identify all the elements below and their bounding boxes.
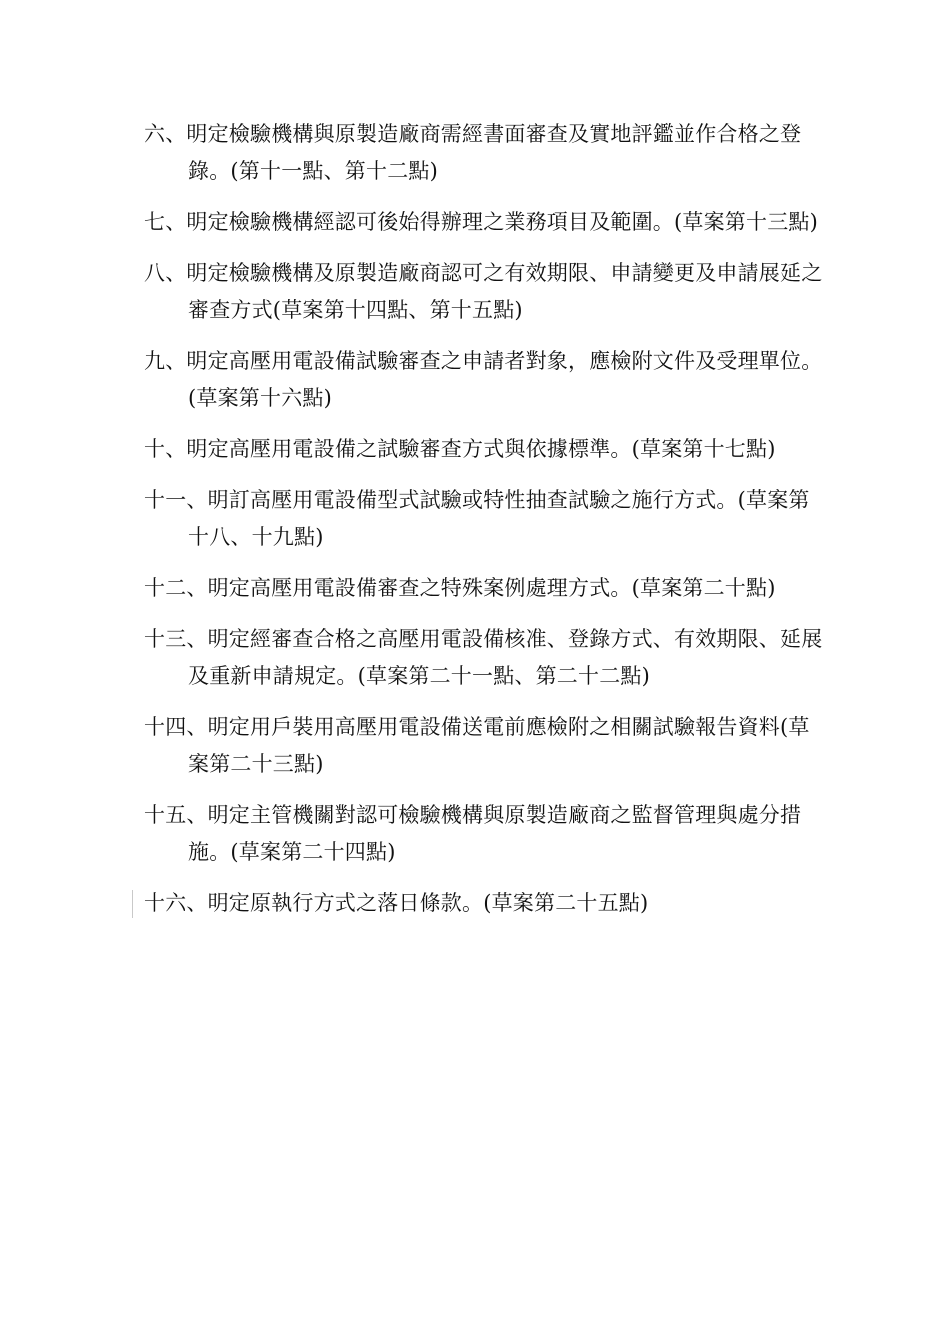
list-item	[144, 116, 824, 190]
list-item-text: 十三、明定經審查合格之高壓用電設備核准、登錄方式、有效期限、延展及重新申請規定。(草案第二十一點、第二十二點)	[144, 627, 823, 688]
list-item	[144, 621, 824, 695]
list-item	[144, 570, 824, 607]
document-body	[144, 116, 824, 936]
text-cursor-bar	[132, 890, 133, 918]
list-item-text: 六、明定檢驗機構與原製造廠商需經書面審查及實地評鑑並作合格之登錄。(第十一點、第十二點)	[144, 122, 802, 183]
list-item	[144, 885, 824, 922]
list-item-text: 十一、明訂高壓用電設備型式試驗或特性抽查試驗之施行方式。(草案第十八、十九點)	[144, 488, 810, 549]
list-item-text: 十二、明定高壓用電設備審查之特殊案例處理方式。(草案第二十點)	[144, 576, 776, 600]
list-item	[144, 204, 824, 241]
list-item-text: 十五、明定主管機關對認可檢驗機構與原製造廠商之監督管理與處分措施。(草案第二十四點)	[144, 803, 802, 864]
list-item	[144, 709, 824, 783]
list-item-text: 七、明定檢驗機構經認可後始得辦理之業務項目及範圍。(草案第十三點)	[144, 210, 818, 234]
list-item-text: 八、明定檢驗機構及原製造廠商認可之有效期限、申請變更及申請展延之審查方式(草案第十四點、第十五點)	[144, 261, 823, 322]
list-item-text: 十六、明定原執行方式之落日條款。(草案第二十五點)	[144, 891, 649, 915]
list-item	[144, 797, 824, 871]
list-item-text: 九、明定高壓用電設備試驗審查之申請者對象，應檢附文件及受理單位。(草案第十六點)	[144, 349, 823, 410]
list-item	[144, 255, 824, 329]
list-item	[144, 343, 824, 417]
list-item-text: 十四、明定用戶裝用高壓用電設備送電前應檢附之相關試驗報告資料(草案第二十三點)	[144, 715, 810, 776]
list-item	[144, 482, 824, 556]
list-item	[144, 431, 824, 468]
list-item-text: 十、明定高壓用電設備之試驗審查方式與依據標準。(草案第十七點)	[144, 437, 776, 461]
